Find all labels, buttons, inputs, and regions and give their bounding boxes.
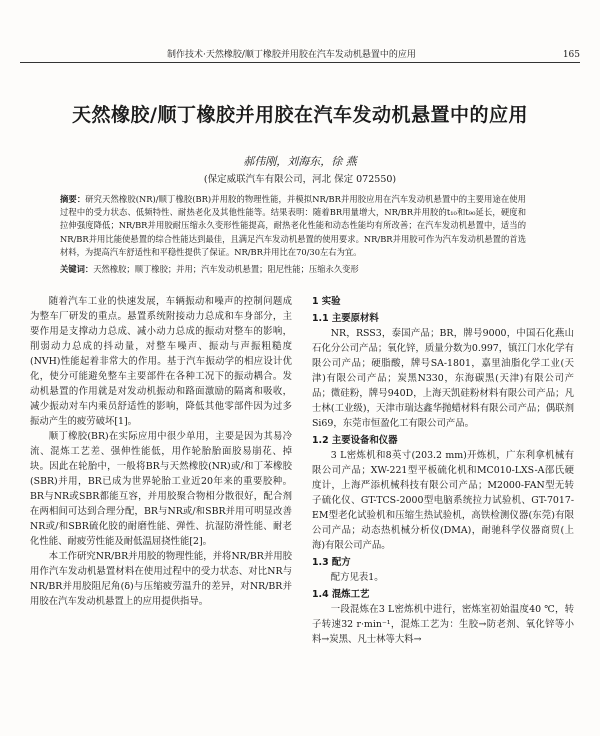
page-number: 165 — [562, 50, 580, 60]
materials-paragraph: NR，RSS3，泰国产品；BR，牌号9000，中国石化燕山石化分公司产品；氧化锌，质量分数为0.997，镇江门水化学有限公司产品；硬脂酸，牌号SA-1801，嘉里油脂化学工业(天津)有限公司产品；炭黑N330，东海碳黑(天津)有限公司产品；微硅粉，牌号940D，上海天凯硅粉材料有限公司产品；凡士林(工业级)，天津市瑞达鑫华抛蜡材料有限公司产品；偶联剂Si69，东莞市恒盈化工有限公司产品。 — [312, 328, 574, 429]
running-title: 制作技术·天然橡胶/顺丁橡胶并用胶在汽车发动机悬置中的应用 — [166, 50, 416, 60]
intro-paragraph-2: 顺丁橡胶(BR)在实际应用中很少单用，主要是因为其易冷流、混炼工艺差、强伸性能低，用作轮胎胎面胶易崩花、掉块。因此在轮胎中，一般将BR与天然橡胶(NR)或/和丁苯橡胶(SBR)并用，BR已成为世界轮胎工业近20年来的重要胶种。BR与NR或SBR都能互容，并用胶聚合物相分散很好，配合剂在两相间可达到合理分配，BR与NR或/和SBR并用可明显改善NR或/和SBR硫化胶的耐磨性能、弹性、抗湿防滑性能、耐老化性能、耐疲劳性能及耐低温屈挠性能[2]。 — [30, 431, 292, 547]
intro-paragraph-1: 随着汽车工业的快速发展，车辆振动和噪声的控制问题成为整车厂研发的重点。悬置系统附接动力总成和车身部分，主要作用是支撑动力总成、减小动力总成的振动对整车的影响，削弱动力总成的抖动量，对整车噪声、振动与声振粗糙度(NVH)性能起着非常大的作用。基于汽车振动学的相应设计优化，使分可能避免整车主要部件在各种工况下的振动耦合。发动机悬置的作用就是对发动机振动和路面激励的隔离和吸收，减少振动对车内乘员舒适性的影响，降低其他零部件因为过多振动产生的疲劳破坏[1]。 — [30, 296, 292, 427]
keywords-text: 天然橡胶；顺丁橡胶；并用；汽车发动机悬置；阻尼性能；压缩永久变形 — [93, 264, 359, 274]
subsection-heading-mixing: 1.4 混炼工艺 — [312, 589, 370, 600]
intro-paragraph-3: 本工作研究NR/BR并用胶的物理性能，并将NR/BR并用胶用作汽车发动机悬置材料在使用过程中的受力状态、对比NR与NR/BR并用胶阻尼角(δ)与压缩疲劳温升的差异，对NR/BR并用胶在汽车发动机悬置上的应用提供指导。 — [30, 551, 292, 607]
subsection-heading-formula: 1.3 配方 — [312, 557, 351, 568]
equipment-paragraph: 3 L密炼机和8英寸(203.2 mm)开炼机，广东利拿机械有限公司产品；XW-221型平板硫化机和MC010-LXS-A邵氏硬度计，上海严添机械科技有限公司产品；M2000-FAN型无转子硫化仪、GT-TCS-2000型电脑系统拉力试验机、GT-7017-EM型老化试验机和压缩生热试验机，高铁检测仪器(东莞)有限公司产品；动态热机械分析仪(DMA)，耐驰科学仪器商贸(上海)有限公司产品。 — [312, 450, 574, 551]
mixing-paragraph: 一段混炼在3 L密炼机中进行，密炼室初始温度40 ℃，转子转速32 r·min⁻¹，混炼工艺为：生胶→防老剂、氧化锌等小料→炭黑、凡士林等大料→ — [312, 604, 574, 645]
abstract-text: 研究天然橡胶(NR)/顺丁橡胶(BR)并用胶的物理性能，并模拟NR/BR并用胶应用在汽车发动机悬置中的主要用途在使用过程中的受力状态、低频特性、耐热老化及其他性能等。结果表明：随着BR用量增大，NR/BR并用胶的t₁₀和t₉₀延长，硬度和拉伸强度降低；NR/BR并用胶耐压缩永久变形性能提高，耐热老化性能和动态性能均有所改善；在汽车发动机悬置中，适当的NR/BR并用比能使悬置的综合性能达到最佳，且满足汽车发动机悬置的使用要求。NR/BR并用胶可作为汽车发动机悬置的首选材料，为提高汽车舒适性和平稳性提供了保证。NR/BR并用比在70/30左右为宜。 — [60, 194, 526, 257]
section-heading-experiment: 1 实验 — [312, 296, 341, 307]
authors: 郝伟刚，刘海东，徐 燕 — [243, 155, 357, 168]
affiliation: (保定威联汽车有限公司，河北 保定 072550) — [203, 174, 397, 185]
keywords-label: 关键词： — [60, 264, 94, 274]
right-column — [312, 294, 574, 647]
abstract — [60, 193, 526, 259]
subsection-heading-materials: 1.1 主要原材料 — [312, 313, 379, 324]
article-title: 天然橡胶/顺丁橡胶并用胶在汽车发动机悬置中的应用 — [72, 104, 528, 126]
abstract-label: 摘要： — [60, 194, 86, 204]
subsection-heading-equipment: 1.2 主要设备和仪器 — [312, 435, 398, 446]
formula-paragraph: 配方见表1。 — [330, 572, 384, 583]
running-header — [20, 46, 580, 63]
keywords — [60, 263, 540, 276]
left-column — [30, 294, 292, 609]
